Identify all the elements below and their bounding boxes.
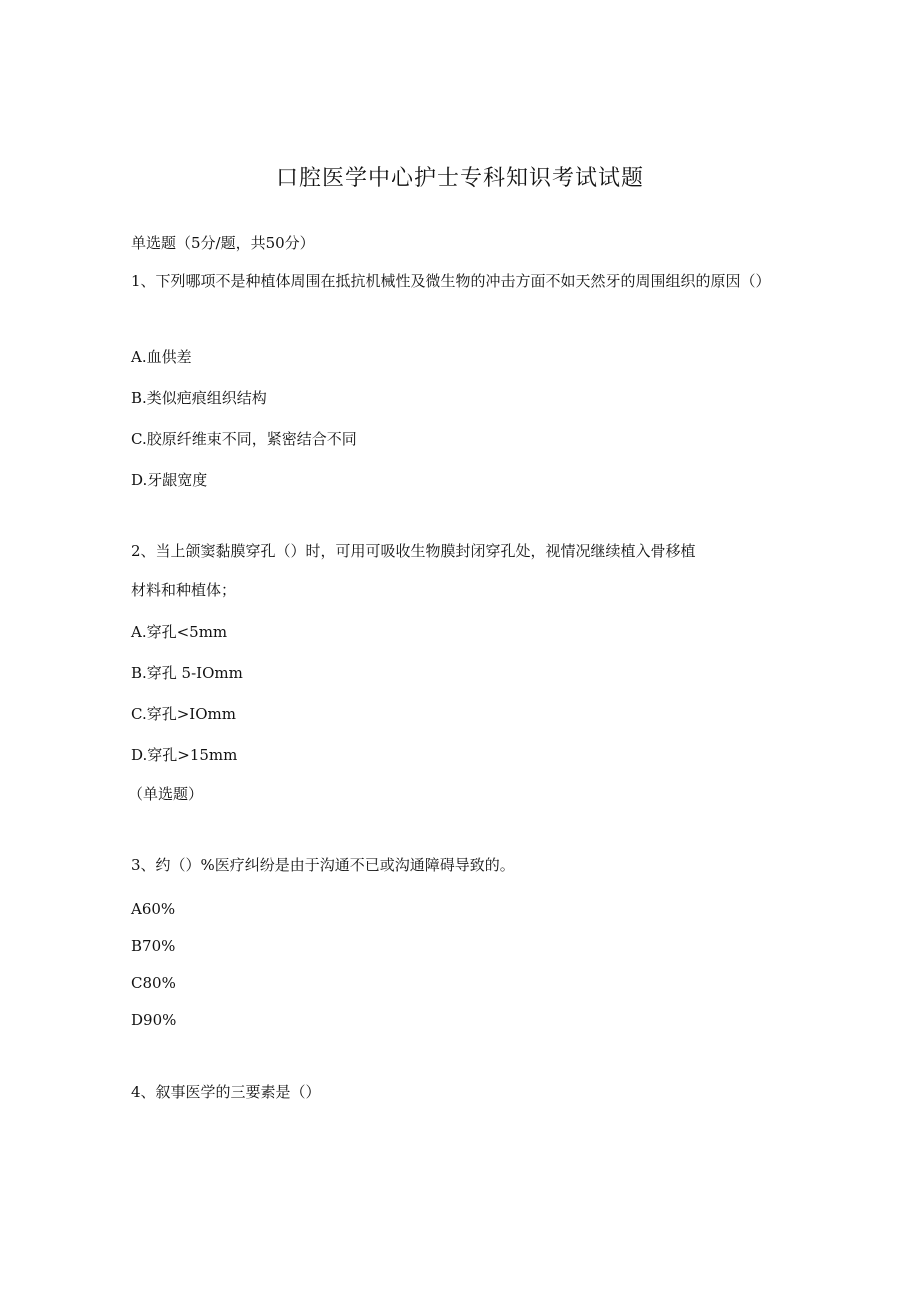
page-title: 口腔医学中心护士专科知识考试试题 <box>275 166 644 191</box>
question-3-option-d: D90% <box>131 1011 177 1029</box>
question-2-type-note: （单选题） <box>128 785 204 803</box>
question-1-option-a: A.血供差 <box>131 348 192 366</box>
question-1-option-c: C.胶原纤维束不同，紧密结合不同 <box>131 430 357 448</box>
question-3-option-a: A60% <box>131 900 176 918</box>
question-1-option-b: B.类似疤痕组织结构 <box>131 389 267 407</box>
question-3-option-b: B70% <box>131 937 176 955</box>
question-2-option-b: B.穿孔 5-IOmm <box>131 664 243 682</box>
question-3-option-c: C80% <box>131 974 176 992</box>
question-2-option-c: C.穿孔>IOmm <box>131 705 236 723</box>
question-2-option-d: D.穿孔>15mm <box>131 746 238 764</box>
question-1-option-d: D.牙龈宽度 <box>131 471 208 489</box>
question-1-stem: 1、下列哪项不是种植体周围在抵抗机械性及微生物的冲击方面不如天然牙的周围组织的原因（） <box>131 272 771 290</box>
question-4-stem: 4、叙事医学的三要素是（） <box>131 1083 321 1101</box>
question-3-stem: 3、约（）%医疗纠纷是由于沟通不已或沟通障碍导致的。 <box>131 856 515 874</box>
section-header: 单选题（5分/题，共50分） <box>131 234 315 252</box>
question-2-stem-line-1: 2、当上颌窦黏膜穿孔（）时，可用可吸收生物膜封闭穿孔处，视情况继续植入骨移植 <box>131 542 696 560</box>
question-2-stem-line-2: 材料和种植体； <box>131 581 237 599</box>
question-2-option-a: A.穿孔<5mm <box>131 623 228 641</box>
